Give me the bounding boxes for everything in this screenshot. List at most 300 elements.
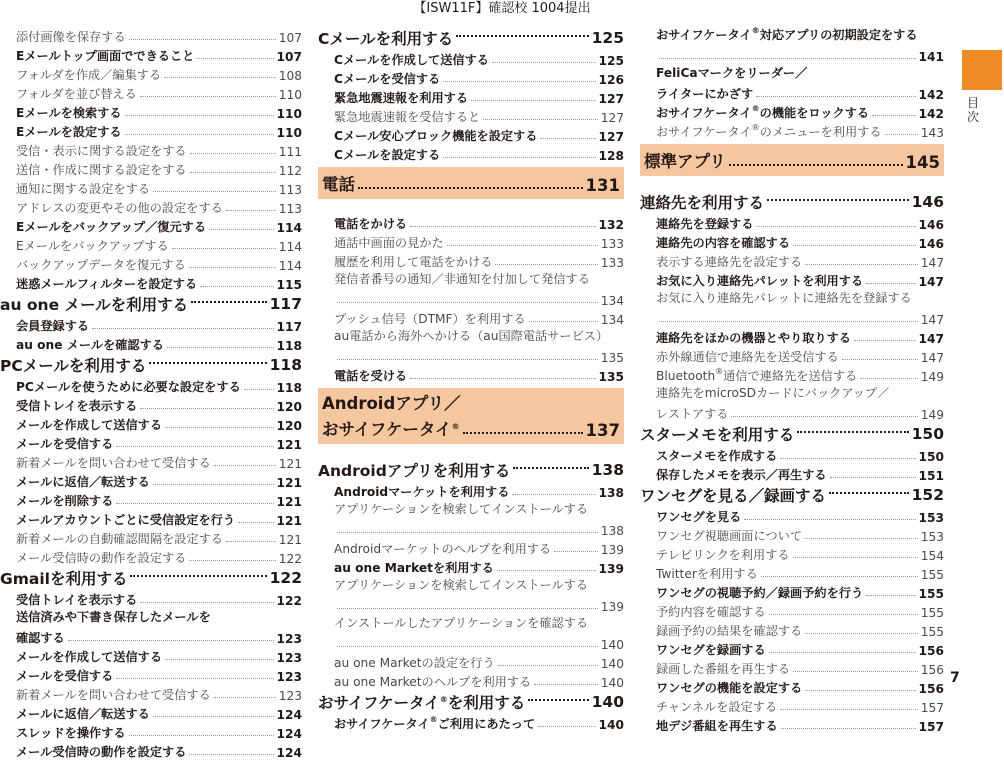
topic-entry[interactable] xyxy=(0,83,302,102)
entry-text: au one Marketの設定を行う xyxy=(334,656,495,670)
entry-text-suffix: 通信で連絡先を送信する xyxy=(723,369,858,383)
page-ref: 156 xyxy=(920,663,944,677)
entry-text: スレッドを操作する xyxy=(16,726,126,740)
entry-title xyxy=(334,70,440,87)
entry-title xyxy=(334,108,480,125)
subsection-entry[interactable] xyxy=(640,83,944,102)
subsection-entry[interactable] xyxy=(640,102,944,121)
entry-text: 添付画像を保存する xyxy=(16,30,126,44)
entry-continuation xyxy=(318,270,624,289)
page-ref: 121 xyxy=(278,533,302,547)
section-heading[interactable] xyxy=(640,422,944,445)
page-ref: 124 xyxy=(276,727,302,741)
topic-entry[interactable] xyxy=(640,365,944,384)
entry-title xyxy=(334,127,537,144)
subsection-entry[interactable] xyxy=(0,334,302,353)
leader-dots xyxy=(793,245,915,246)
entry-text: Gmailを利用する xyxy=(0,569,128,588)
section-heading[interactable] xyxy=(318,690,624,713)
leader-dots xyxy=(410,226,595,227)
entry-text: ワンセグ視聴画面について xyxy=(656,529,803,543)
subsection-entry[interactable] xyxy=(318,87,624,106)
entry-title xyxy=(16,275,197,292)
topic-entry[interactable] xyxy=(0,684,302,703)
page-ref: 120 xyxy=(276,400,302,414)
subsection-entry[interactable] xyxy=(640,232,944,251)
entry-text: ワンセグを見る xyxy=(656,510,742,524)
entry-title xyxy=(16,199,223,216)
subsection-entry[interactable] xyxy=(318,481,624,500)
entry-text: テレビリンクを利用する xyxy=(656,548,790,562)
topic-entry[interactable] xyxy=(640,403,944,422)
subsection-entry[interactable] xyxy=(640,715,944,734)
entry-text: 連絡先をmicroSDカードにバックアップ／ xyxy=(656,386,890,400)
page-ref: 137 xyxy=(585,421,620,440)
entry-title xyxy=(16,336,164,353)
leader-dots xyxy=(866,595,915,596)
page-ref: 115 xyxy=(276,278,302,292)
page-ref: 146 xyxy=(911,192,944,211)
leader-dots xyxy=(209,229,274,230)
subsection-entry[interactable] xyxy=(640,639,944,658)
entry-text: おサイフケータイ xyxy=(656,28,752,42)
leader-dots xyxy=(761,576,918,577)
entry-text: 受信トレイを表示する xyxy=(16,593,138,607)
topic-entry[interactable] xyxy=(318,595,624,614)
leader-dots xyxy=(805,690,915,691)
page-ref: 122 xyxy=(278,552,302,566)
entry-text: メール受信時の動作を設定する xyxy=(16,551,187,565)
leader-dots xyxy=(529,321,598,322)
entry-text: ワンセグの視聴予約／録画予約を行う xyxy=(656,586,864,600)
topic-entry[interactable] xyxy=(318,289,624,308)
entry-text: au one メールを利用する xyxy=(0,295,189,314)
topic-entry[interactable] xyxy=(640,251,944,270)
entry-continuation xyxy=(318,614,624,633)
entry-text: フォルダを並び替える xyxy=(16,87,137,101)
subsection-entry[interactable] xyxy=(0,722,302,741)
page-ref: 132 xyxy=(598,218,624,232)
spacer xyxy=(318,450,624,458)
registered-mark: ® xyxy=(451,422,460,431)
topic-entry[interactable] xyxy=(0,178,302,197)
entry-text: おサイフケータイ xyxy=(334,717,430,731)
page-ref: 127 xyxy=(598,92,624,106)
entry-text: 送信・作成に関する設定をする xyxy=(16,163,187,177)
page-ref: 134 xyxy=(600,313,624,327)
subsection-entry[interactable] xyxy=(318,68,624,87)
leader-dots xyxy=(805,538,918,539)
subsection-entry[interactable] xyxy=(640,327,944,346)
topic-entry[interactable] xyxy=(318,346,624,365)
entry-title xyxy=(16,397,137,414)
topic-entry[interactable] xyxy=(640,308,944,327)
entry-title xyxy=(16,218,206,235)
topic-entry[interactable] xyxy=(640,696,944,715)
entry-text: おサイフケータイ xyxy=(656,106,752,120)
page-ref: 143 xyxy=(920,126,944,140)
entry-text: メールアカウントごとに受信設定を行う xyxy=(16,513,236,527)
page-ref: 139 xyxy=(600,600,624,614)
entry-text: 会員登録する xyxy=(16,319,90,333)
entry-text-suffix: 対応アプリの初期設定をする xyxy=(759,28,918,42)
entry-title xyxy=(656,367,857,384)
subsection-entry[interactable] xyxy=(640,506,944,525)
entry-text: 新着メールを問い合わせて受信する xyxy=(16,688,211,702)
entry-title xyxy=(0,354,146,376)
topic-entry[interactable] xyxy=(640,563,944,582)
leader-dots xyxy=(167,347,274,348)
entry-continuation xyxy=(640,289,944,308)
entry-title xyxy=(16,473,150,490)
registered-mark: ® xyxy=(715,367,724,376)
leader-dots xyxy=(554,551,598,552)
entry-title xyxy=(16,492,113,509)
leader-dots xyxy=(769,652,916,653)
entry-text: 連絡先を登録する xyxy=(656,217,754,231)
chapter-heading-box[interactable] xyxy=(640,144,944,176)
topic-entry[interactable] xyxy=(0,64,302,83)
subsection-entry[interactable] xyxy=(640,45,944,64)
subsection-entry[interactable] xyxy=(318,144,624,163)
entry-title xyxy=(16,317,89,334)
entry-continuation xyxy=(318,500,624,519)
subsection-entry[interactable] xyxy=(0,102,302,121)
page-ref: 146 xyxy=(918,218,944,232)
subsection-entry[interactable] xyxy=(0,665,302,684)
page-ref: 108 xyxy=(278,69,302,83)
chapter-heading-row xyxy=(322,171,620,195)
page-ref: 118 xyxy=(276,381,302,395)
page-ref: 153 xyxy=(920,530,944,544)
entry-title xyxy=(0,293,188,315)
entry-title xyxy=(16,104,122,121)
topic-entry[interactable] xyxy=(318,519,624,538)
page-ref: 153 xyxy=(918,511,944,525)
page-ref: 156 xyxy=(918,682,944,696)
topic-entry[interactable] xyxy=(0,140,302,159)
entry-title xyxy=(16,47,194,64)
entry-text: 録画予約の結果を確認する xyxy=(656,624,803,638)
entry-title xyxy=(334,310,526,327)
leader-dots xyxy=(149,362,266,364)
subsection-entry[interactable] xyxy=(0,741,302,760)
entry-title xyxy=(656,123,882,140)
entry-text: アプリケーションを検索してインストールする xyxy=(334,502,589,516)
entry-text: チャンネルを設定する xyxy=(656,700,778,714)
section-heading[interactable] xyxy=(640,190,944,213)
entry-text-suffix: の機能をロックする xyxy=(759,106,870,120)
subsection-entry[interactable] xyxy=(0,471,302,490)
leader-dots xyxy=(130,575,266,577)
leader-dots xyxy=(358,187,583,189)
entry-text: メールを作成して送信する xyxy=(16,418,163,432)
leader-dots xyxy=(805,633,917,634)
entry-title xyxy=(656,466,827,483)
entry-text: 通話中画面の見かた xyxy=(334,236,444,250)
entry-text: FeliCaマークをリーダー／ xyxy=(656,66,808,80)
subsection-entry[interactable] xyxy=(0,45,302,64)
page-ref: 123 xyxy=(276,651,302,665)
leader-dots xyxy=(140,96,276,97)
page-ref: 127 xyxy=(600,111,624,125)
entry-continuation xyxy=(0,608,302,627)
topic-entry[interactable] xyxy=(318,671,624,690)
entry-text: 履歴を利用して電話をかける xyxy=(334,255,493,269)
leader-dots xyxy=(92,328,273,329)
leader-dots xyxy=(483,119,597,120)
subsection-entry[interactable] xyxy=(318,713,624,732)
topic-entry[interactable] xyxy=(0,235,302,254)
subsection-entry[interactable] xyxy=(0,703,302,722)
entry-text: 新着メールを問い合わせて受信する xyxy=(16,456,211,470)
page-ref: 121 xyxy=(276,495,302,509)
page-ref: 118 xyxy=(276,339,302,353)
entry-title xyxy=(656,253,802,270)
page-ref: 110 xyxy=(278,88,302,102)
subsection-entry[interactable] xyxy=(318,213,624,232)
topic-entry[interactable] xyxy=(318,232,624,251)
leader-dots xyxy=(854,340,916,341)
topic-entry[interactable] xyxy=(0,452,302,471)
entry-text-suffix: を利用する xyxy=(447,693,526,712)
page-ref: 127 xyxy=(598,130,624,144)
entry-title xyxy=(656,508,741,525)
entry-text: 受信・表示に関する設定をする xyxy=(16,144,187,158)
leader-dots xyxy=(172,248,276,249)
subsection-entry[interactable] xyxy=(0,509,302,528)
entry-continuation xyxy=(640,64,944,83)
leader-dots xyxy=(337,608,598,609)
leader-dots xyxy=(164,77,276,78)
subsection-entry[interactable] xyxy=(0,646,302,665)
entry-title xyxy=(656,698,777,715)
subsection-entry[interactable] xyxy=(0,216,302,235)
entry-title xyxy=(0,567,127,589)
chapter-heading-box[interactable] xyxy=(318,167,624,199)
entry-text: Eメールトップ画面でできること xyxy=(16,49,195,63)
leader-dots xyxy=(540,138,595,139)
entry-text: 予約内容を確認する xyxy=(656,605,766,619)
page-ref: 140 xyxy=(591,692,624,711)
leader-dots xyxy=(780,709,918,710)
entry-text: PCメールを利用する xyxy=(0,356,147,375)
subsection-entry[interactable] xyxy=(640,464,944,483)
entry-text: 通知に関する設定をする xyxy=(16,182,151,196)
leader-dots xyxy=(793,671,918,672)
topic-entry[interactable] xyxy=(0,26,302,45)
leader-dots xyxy=(463,432,583,434)
section-heading[interactable] xyxy=(0,353,302,376)
leader-dots xyxy=(769,614,918,615)
topic-entry[interactable] xyxy=(640,601,944,620)
subsection-entry[interactable] xyxy=(318,557,624,576)
entry-text: メールを受信する xyxy=(16,437,114,451)
subsection-entry[interactable] xyxy=(0,121,302,140)
page-ref: 114 xyxy=(276,221,302,235)
subsection-entry[interactable] xyxy=(318,125,624,144)
entry-title xyxy=(16,667,113,684)
leader-dots xyxy=(659,321,918,322)
entry-text: インストールしたアプリケーションを確認する xyxy=(334,616,589,630)
section-heading[interactable] xyxy=(0,292,302,315)
leader-dots xyxy=(885,134,918,135)
entry-text: au one Marketを利用する xyxy=(334,561,494,575)
leader-dots xyxy=(512,494,595,495)
chapter-tab-marker xyxy=(962,50,1002,90)
section-heading[interactable] xyxy=(640,483,944,506)
page-ref: 150 xyxy=(918,450,944,464)
entry-title xyxy=(640,423,794,445)
topic-entry[interactable] xyxy=(640,121,944,140)
topic-entry[interactable] xyxy=(0,528,302,547)
topic-entry[interactable] xyxy=(318,251,624,270)
subsection-entry[interactable] xyxy=(318,365,624,384)
entry-title xyxy=(656,717,778,734)
page-number: 7 xyxy=(950,670,960,686)
section-heading[interactable] xyxy=(318,458,624,481)
topic-entry[interactable] xyxy=(640,346,944,365)
leader-dots xyxy=(729,164,903,166)
subsection-entry[interactable] xyxy=(0,490,302,509)
entry-text: Eメールを検索する xyxy=(16,106,122,120)
subsection-entry[interactable] xyxy=(640,213,944,232)
page-ref: 149 xyxy=(920,408,944,422)
entry-text: 連絡先の内容を確認する xyxy=(656,236,791,250)
entry-title xyxy=(334,673,531,690)
subsection-entry[interactable] xyxy=(0,414,302,433)
entry-text: おサイフケータイ xyxy=(322,420,452,439)
subsection-entry[interactable] xyxy=(0,315,302,334)
subsection-entry[interactable] xyxy=(640,445,944,464)
entry-title xyxy=(322,416,460,440)
spacer xyxy=(640,182,944,190)
entry-title xyxy=(16,85,137,102)
entry-title xyxy=(16,629,65,646)
leader-dots xyxy=(830,477,916,478)
leader-dots xyxy=(189,560,275,561)
subsection-entry[interactable] xyxy=(640,270,944,289)
entry-text: 電話 xyxy=(322,175,355,194)
subsection-entry[interactable] xyxy=(0,627,302,646)
page-ref: 118 xyxy=(269,355,302,374)
toc-column-1 xyxy=(0,26,302,760)
page-ref: 114 xyxy=(278,240,302,254)
topic-entry[interactable] xyxy=(640,544,944,563)
entry-title xyxy=(334,715,535,732)
entry-text-suffix: のメニューを利用する xyxy=(759,125,882,139)
entry-title xyxy=(16,142,187,159)
entry-text: アドレスの変更やその他の設定をする xyxy=(16,201,223,215)
entry-continuation xyxy=(640,384,944,403)
page-ref: 155 xyxy=(920,568,944,582)
subsection-entry[interactable] xyxy=(0,395,302,414)
entry-text: au電話から海外へかける（au国際電話サービス） xyxy=(334,329,609,343)
topic-entry[interactable] xyxy=(640,525,944,544)
leader-dots xyxy=(189,267,276,268)
leader-dots xyxy=(731,416,917,417)
entry-title xyxy=(656,660,790,677)
topic-entry[interactable] xyxy=(318,652,624,671)
registered-mark: ® xyxy=(429,715,438,724)
entry-title xyxy=(16,180,150,197)
entry-text: ワンセグを見る／録画する xyxy=(640,486,827,505)
entry-text: Cメールを受信する xyxy=(334,72,441,86)
entry-text: メールに返信／転送する xyxy=(16,475,150,489)
subsection-entry[interactable] xyxy=(0,589,302,608)
entry-title xyxy=(334,367,407,384)
entry-continuation xyxy=(318,576,624,595)
registered-mark: ® xyxy=(751,104,760,113)
page-ref: 138 xyxy=(600,524,624,538)
topic-entry[interactable] xyxy=(0,159,302,178)
topic-entry[interactable] xyxy=(640,658,944,677)
entry-title xyxy=(334,654,495,671)
page-ref: 145 xyxy=(905,153,940,172)
chapter-heading-box[interactable] xyxy=(318,388,624,444)
page-ref: 126 xyxy=(598,73,624,87)
subsection-entry[interactable] xyxy=(0,273,302,292)
topic-entry[interactable] xyxy=(0,547,302,566)
entry-text: お気に入り連絡先パレットに連絡先を登録する xyxy=(656,291,912,305)
subsection-entry[interactable] xyxy=(640,582,944,601)
entry-title xyxy=(16,591,137,608)
page-ref: 140 xyxy=(598,718,624,732)
page-ref: 110 xyxy=(276,126,302,140)
page-ref: 142 xyxy=(918,88,944,102)
topic-entry[interactable] xyxy=(0,197,302,216)
topic-entry[interactable] xyxy=(0,254,302,273)
topic-entry[interactable] xyxy=(318,308,624,327)
entry-title xyxy=(656,641,766,658)
topic-entry[interactable] xyxy=(640,620,944,639)
section-heading[interactable] xyxy=(0,566,302,589)
page-ref: 140 xyxy=(600,676,624,690)
entry-text: 保存したメモを表示／再生する xyxy=(656,468,827,482)
entry-continuation xyxy=(640,26,944,45)
entry-title xyxy=(334,215,407,232)
topic-entry[interactable] xyxy=(318,633,624,652)
page-ref: 156 xyxy=(918,644,944,658)
leader-dots xyxy=(125,115,274,116)
subsection-entry[interactable] xyxy=(640,677,944,696)
page-ref: 135 xyxy=(598,370,624,384)
page-ref: 107 xyxy=(276,50,302,64)
chapter-heading-row xyxy=(644,148,940,172)
subsection-entry[interactable] xyxy=(0,376,302,395)
entry-text: 標準アプリ xyxy=(644,152,726,171)
leader-dots xyxy=(197,58,273,59)
entry-title xyxy=(334,559,494,576)
entry-title xyxy=(656,85,753,102)
entry-title xyxy=(318,27,453,49)
entry-title xyxy=(16,686,211,703)
subsection-entry[interactable] xyxy=(0,433,302,452)
leader-dots xyxy=(872,115,915,116)
section-heading[interactable] xyxy=(318,26,624,49)
entry-text: Bluetooth xyxy=(656,369,716,383)
page-ref: 113 xyxy=(278,202,302,216)
topic-entry[interactable] xyxy=(318,106,624,125)
page-ref: 138 xyxy=(598,486,624,500)
topic-entry[interactable] xyxy=(318,538,624,557)
subsection-entry[interactable] xyxy=(318,49,624,68)
entry-title xyxy=(16,454,211,471)
page-ref: 155 xyxy=(918,587,944,601)
leader-dots xyxy=(757,226,916,227)
entry-text: 送信済みや下書き保存したメールを xyxy=(16,610,211,624)
entry-title xyxy=(656,565,758,582)
